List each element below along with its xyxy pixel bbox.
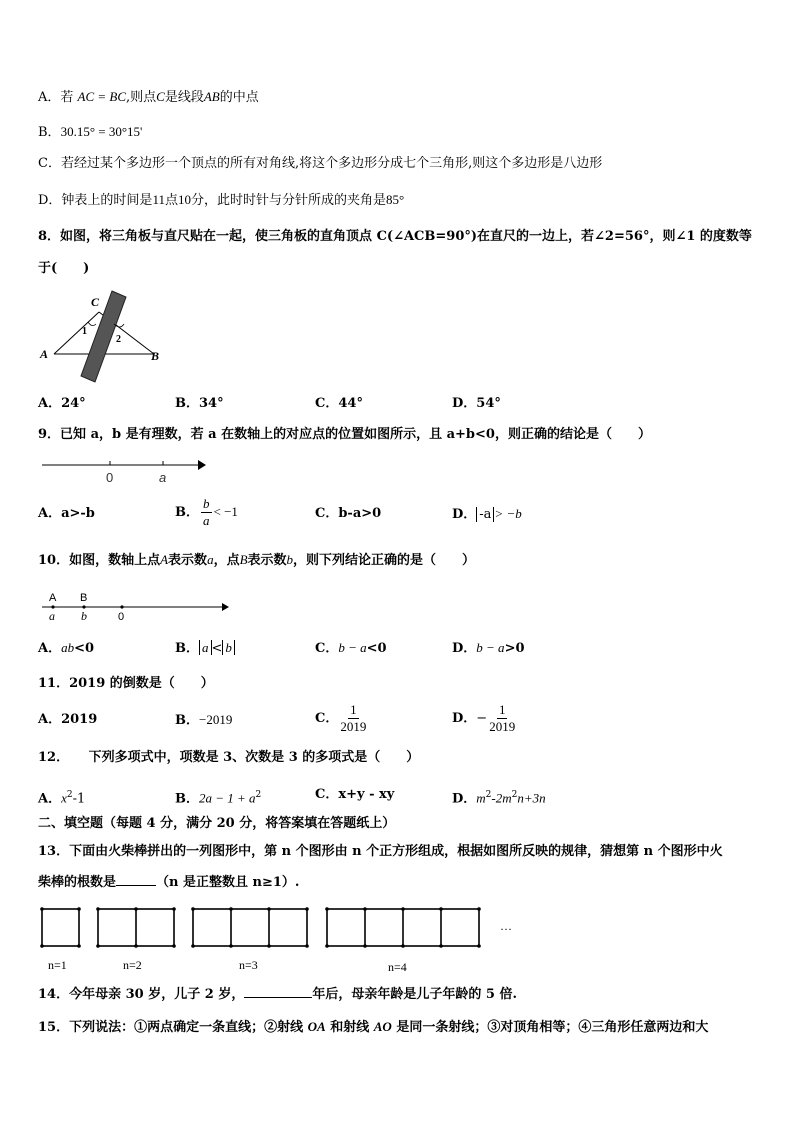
q12-b-math: 2a − 1 + a bbox=[199, 790, 256, 806]
q12-a-x: x bbox=[61, 790, 67, 806]
q11-stem: 11．2019 的倒数是（ ） bbox=[38, 676, 214, 691]
q12-option-b bbox=[175, 786, 261, 808]
q10-d-label: D． bbox=[452, 641, 477, 656]
q7-b-label: B． bbox=[38, 125, 61, 140]
q10-a-math: ab bbox=[61, 640, 75, 655]
q7-option-d bbox=[38, 191, 404, 210]
q9-option-d bbox=[452, 505, 522, 524]
q15-stem bbox=[38, 1018, 708, 1037]
q12-b-exp: 2 bbox=[255, 790, 262, 800]
q12-option-a bbox=[38, 786, 85, 808]
q11-d-fraction bbox=[489, 702, 515, 735]
q10-a-point: A bbox=[160, 552, 169, 567]
q10-option-a bbox=[38, 639, 94, 658]
q13-label-n3: n=3 bbox=[239, 958, 258, 972]
q9-d-label: D． bbox=[452, 507, 477, 522]
q11-option-b bbox=[175, 711, 232, 730]
q10-stem bbox=[38, 551, 475, 570]
q10-label-B: B bbox=[80, 592, 88, 604]
q10-c-label: C． bbox=[315, 641, 339, 656]
q10-a-rest: <0 bbox=[74, 641, 95, 656]
q10-number-line bbox=[38, 588, 233, 626]
q8-option-b: B．34° bbox=[175, 396, 224, 411]
q9-b-label: B． bbox=[175, 505, 199, 520]
q7-d-10: 10 bbox=[177, 192, 191, 207]
q12-d-m: m bbox=[476, 790, 486, 806]
q12-stem: 12． 下列多项式中，项数是 3、次数是 3 的多项式是（ ） bbox=[38, 750, 420, 765]
q8-figure bbox=[38, 290, 178, 385]
q10-label-zero: 0 bbox=[118, 611, 125, 623]
q9-option-c: C．b-a>0 bbox=[315, 506, 382, 521]
q10-c-rest: <0 bbox=[366, 641, 387, 656]
q12-a-label: A． bbox=[38, 791, 62, 807]
q7-a-math: AC = BC bbox=[77, 89, 127, 104]
q10-option-b bbox=[175, 639, 235, 658]
q8-label-2: 2 bbox=[116, 334, 121, 345]
q9-b-den: a bbox=[203, 513, 210, 528]
q10-a-val: a bbox=[207, 552, 214, 567]
q11-option-d bbox=[452, 702, 517, 735]
q14-stem bbox=[38, 986, 517, 1004]
q11-c-den: 2019 bbox=[340, 719, 367, 734]
q10-b-lt: < bbox=[211, 641, 223, 656]
q12-d-n: n+3n bbox=[517, 790, 546, 806]
q14-pre: 14．今年母亲 30 岁，儿子 2 岁， bbox=[38, 987, 245, 1002]
q13-figure-n3 bbox=[193, 909, 307, 946]
q9-number-line bbox=[38, 455, 213, 490]
q8-angle1-arc bbox=[88, 322, 96, 326]
q8-label-c: C bbox=[91, 295, 100, 309]
q13-figure-n2 bbox=[98, 909, 174, 946]
q10-c-math: b − a bbox=[338, 640, 367, 655]
q14-answer-blank[interactable] bbox=[244, 997, 312, 998]
q9-b-rest: < −1 bbox=[213, 504, 238, 519]
q13-stem-line2 bbox=[38, 874, 299, 892]
q7-a-prefix: A．若 bbox=[38, 90, 74, 105]
q9-d-abs: -a bbox=[476, 507, 494, 522]
q10-d-math: b − a bbox=[476, 640, 505, 655]
q13-line2-post: （n 是正整数且 n≥1）. bbox=[156, 875, 300, 890]
q8-option-c: C．44° bbox=[315, 396, 363, 411]
q13-label-n4: n=4 bbox=[388, 960, 407, 974]
q10-b-abs-b: b bbox=[222, 640, 235, 655]
q13-stick-ends bbox=[40, 907, 481, 948]
q10-b-val: b bbox=[286, 552, 294, 567]
q7-d-pre: D．钟表上的时间是 bbox=[38, 193, 153, 208]
q15-pre: 15．下列说法：①两点确定一条直线；②射线 bbox=[38, 1020, 304, 1035]
q10-mid2: ，点 bbox=[213, 553, 240, 568]
q10-label-b: b bbox=[81, 609, 87, 623]
q13-stem-line1: 13．下面由火柴棒拼出的一列图形中，第 n 个图形由 n 个正方形组成，根据如图所反映的规律，猜想第 n 个图形中火 bbox=[38, 844, 723, 859]
q13-figure-n4 bbox=[327, 909, 479, 946]
q15-mid1: 和射线 bbox=[330, 1020, 370, 1035]
q12-b-label: B． bbox=[175, 791, 199, 807]
q14-post: 年后，母亲年龄是儿子年龄的 5 倍. bbox=[312, 987, 517, 1002]
q9-label-zero: 0 bbox=[106, 470, 114, 485]
q9-stem: 9．已知 a，b 是有理数，若 a 在数轴上的对应点的位置如图所示，且 a+b<0，则正确的结论是（ ） bbox=[38, 427, 651, 442]
q7-d-85: 85° bbox=[386, 192, 405, 207]
q8-label-a: A bbox=[40, 347, 49, 361]
q9-label-a: a bbox=[159, 470, 167, 485]
q13-matchstick-figures bbox=[36, 903, 526, 978]
q7-d-11: 11 bbox=[152, 192, 165, 207]
q12-a-rest: -1 bbox=[72, 791, 86, 807]
q12-option-d bbox=[452, 786, 546, 808]
q12-d-label: D． bbox=[452, 791, 477, 807]
q13-label-n1: n=1 bbox=[48, 958, 67, 972]
q9-b-num: b bbox=[203, 496, 210, 511]
q10-a-label: A． bbox=[38, 641, 62, 656]
q11-d-num: 1 bbox=[498, 702, 506, 717]
q11-d-label: D． bbox=[452, 711, 477, 726]
q9-b-fraction bbox=[201, 496, 212, 529]
q9-d-rest: > −b bbox=[494, 506, 522, 521]
q11-b-value: −2019 bbox=[199, 712, 233, 727]
q12-d-mid: -2m bbox=[491, 790, 512, 806]
q13-answer-blank[interactable] bbox=[116, 885, 156, 886]
q7-d-mid: 点 bbox=[164, 193, 178, 208]
q9-option-b bbox=[175, 496, 238, 529]
q13-ellipsis: ··· bbox=[500, 922, 512, 936]
q7-option-c: C．若经过某个多边形一个顶点的所有对角线,将这个多边形分成七个三角形,则这个多边形是八边形 bbox=[38, 156, 603, 171]
q8-label-b: B bbox=[151, 349, 160, 363]
q11-d-sign: − bbox=[476, 711, 488, 726]
q10-b-label: B． bbox=[175, 641, 199, 656]
q13-figure-n1 bbox=[42, 909, 79, 946]
q13-line2-pre: 柴棒的根数是 bbox=[38, 875, 117, 890]
q10-post: ，则下列结论正确的是（ ） bbox=[293, 553, 476, 568]
q11-c-fraction bbox=[340, 702, 366, 735]
q12-option-c: C．x+y - xy bbox=[315, 787, 395, 802]
section-title: 二、填空题（每题 4 分，满分 20 分，将答案填在答题纸上） bbox=[38, 816, 396, 831]
q10-d-rest: >0 bbox=[504, 641, 525, 656]
q10-label-A: A bbox=[49, 592, 57, 604]
q7-option-a bbox=[38, 88, 259, 107]
q8-stem-line1: 8．如图，将三角板与直尺贴在一起，使三角板的直角顶点 C(∠ACB=90°)在直尺的一边上，若∠2=56°，则∠1 的度数等 bbox=[38, 229, 752, 244]
q8-option-a: A．24° bbox=[38, 396, 86, 411]
q11-c-num: 1 bbox=[350, 702, 357, 717]
q10-pre: 10．如图，数轴上点 bbox=[38, 553, 161, 568]
q8-label-1: 1 bbox=[82, 326, 87, 337]
q7-b-text: 30.15° = 30°15' bbox=[60, 124, 143, 139]
q11-option-a: A．2019 bbox=[38, 712, 98, 727]
q11-d-den: 2019 bbox=[489, 719, 516, 734]
q12-a-exp: 2 bbox=[66, 790, 73, 800]
q9-option-a: A．a>-b bbox=[38, 506, 95, 521]
q10-option-c bbox=[315, 639, 387, 658]
q11-c-label: C． bbox=[315, 711, 339, 726]
q10-mid1: 表示数 bbox=[168, 553, 208, 568]
q7-a-rest2: 是线段 bbox=[164, 90, 204, 105]
q9-axis-arrow bbox=[198, 460, 206, 470]
q10-b-point: B bbox=[239, 552, 248, 567]
q10-label-a: a bbox=[49, 609, 55, 623]
q10-point-zero bbox=[120, 605, 123, 608]
q11-option-c bbox=[315, 702, 368, 735]
q12-d-e1: 2 bbox=[485, 790, 492, 800]
q12-d-e2: 2 bbox=[511, 790, 518, 800]
q7-d-mid2: 分，此时时针与分针所成的夹角是 bbox=[190, 193, 386, 208]
q7-a-c: C bbox=[156, 89, 165, 104]
q10-option-d bbox=[452, 639, 525, 658]
q10-b-abs-a: a bbox=[199, 640, 212, 655]
q11-b-label: B． bbox=[175, 713, 199, 728]
q7-a-rest3: 的中点 bbox=[219, 90, 259, 105]
q15-oa: OA bbox=[307, 1019, 326, 1034]
q13-label-n2: n=2 bbox=[123, 958, 142, 972]
q7-a-ab: AB bbox=[203, 89, 220, 104]
q8-option-d: D．54° bbox=[452, 396, 501, 411]
q10-mid3: 表示数 bbox=[247, 553, 287, 568]
q15-ao: AO bbox=[373, 1019, 392, 1034]
q7-a-rest1: ,则点 bbox=[126, 90, 157, 105]
q7-option-b bbox=[38, 123, 142, 142]
q10-axis-arrow bbox=[222, 603, 229, 611]
q8-stem-line2: 于( ) bbox=[38, 261, 90, 276]
q15-post: 是同一条射线；③对顶角相等；④三角形任意两边和大 bbox=[396, 1020, 709, 1035]
